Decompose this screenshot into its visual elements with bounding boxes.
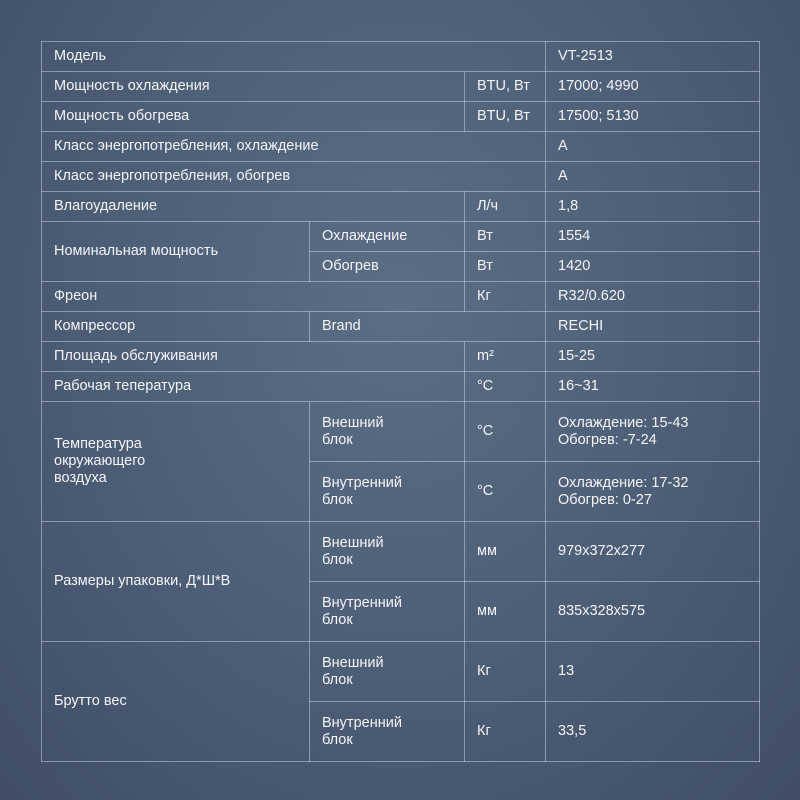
label-compressor: Компрессор [42,312,310,342]
label-refrigerant: Фреон [42,282,465,312]
unit-package-outdoor: мм [465,522,546,582]
value-ambient-outdoor [546,402,760,462]
sublabel-ambient-indoor: Внутренний блок [310,462,465,522]
unit-dehumidification: Л/ч [465,192,546,222]
label-dehumidification: Влагоудаление [42,192,465,222]
value-package-indoor: 835x328x575 [546,582,760,642]
value-weight-indoor: 33,5 [546,702,760,762]
label-model: Модель [42,42,546,72]
value-refrigerant: R32/0.620 [546,282,760,312]
value-cooling-power: 17000; 4990 [546,72,760,102]
row-dehumidification [42,192,760,222]
unit-heating-power: BTU, Вт [465,102,546,132]
label-operating-temp: Рабочая тепература [42,372,465,402]
sublabel-weight-outdoor: Внешний блок [310,642,465,702]
row-nominal-power-cooling [42,222,760,252]
value-ambient-outdoor-heating: Обогрев: -7-24 [558,431,657,448]
label-energy-class-cooling: Класс энергопотребления, охлаждение [42,132,546,162]
value-heating-power: 17500; 5130 [546,102,760,132]
unit-nominal-heating: Вт [465,252,546,282]
value-weight-outdoor: 13 [546,642,760,702]
unit-package-indoor: мм [465,582,546,642]
value-ambient-indoor-cooling: Охлаждение: 17-32 [558,474,689,491]
value-nominal-cooling: 1554 [546,222,760,252]
unit-service-area: m² [465,342,546,372]
label-cooling-power: Мощность охлаждения [42,72,465,102]
unit-weight-indoor: Кг [465,702,546,762]
unit-nominal-cooling: Вт [465,222,546,252]
value-package-outdoor: 979x372x277 [546,522,760,582]
value-ambient-indoor-heating: Обогрев: 0-27 [558,491,652,508]
sublabel-package-indoor: Внутренний блок [310,582,465,642]
value-energy-class-cooling: A [546,132,760,162]
sublabel-nominal-heating: Обогрев [310,252,465,282]
row-service-area [42,342,760,372]
unit-operating-temp: °C [465,372,546,402]
sublabel-package-outdoor: Внешний блок [310,522,465,582]
row-model [42,42,760,72]
row-compressor [42,312,760,342]
value-operating-temp: 16~31 [546,372,760,402]
label-service-area: Площадь обслуживания [42,342,465,372]
value-ambient-indoor [546,462,760,522]
sublabel-nominal-cooling: Охлаждение [310,222,465,252]
sublabel-compressor-brand: Brand [310,312,546,342]
label-energy-class-heating: Класс энергопотребления, обогрев [42,162,546,192]
unit-ambient-indoor: °C [465,462,546,522]
value-ambient-outdoor-cooling: Охлаждение: 15-43 [558,414,689,431]
row-package-outdoor [42,522,760,582]
row-operating-temp [42,372,760,402]
label-nominal-power: Номинальная мощность [42,222,310,282]
value-compressor: RECHI [546,312,760,342]
row-energy-class-cooling [42,132,760,162]
row-heating-power [42,102,760,132]
unit-cooling-power: BTU, Вт [465,72,546,102]
label-ambient-temp: Температура окружающего воздуха [42,402,310,522]
value-energy-class-heating: A [546,162,760,192]
value-model: VT-2513 [546,42,760,72]
unit-weight-outdoor: Кг [465,642,546,702]
label-gross-weight: Брутто вес [42,642,310,762]
sublabel-weight-indoor: Внутренний блок [310,702,465,762]
value-service-area: 15-25 [546,342,760,372]
label-package-size: Размеры упаковки, Д*Ш*В [42,522,310,642]
unit-refrigerant: Кг [465,282,546,312]
row-cooling-power [42,72,760,102]
row-ambient-outdoor [42,402,760,462]
spec-table [41,41,760,762]
row-energy-class-heating [42,162,760,192]
row-weight-outdoor [42,642,760,702]
unit-ambient-outdoor: °C [465,402,546,462]
value-nominal-heating: 1420 [546,252,760,282]
value-dehumidification: 1,8 [546,192,760,222]
sublabel-ambient-outdoor: Внешний блок [310,402,465,462]
row-refrigerant [42,282,760,312]
label-heating-power: Мощность обогрева [42,102,465,132]
